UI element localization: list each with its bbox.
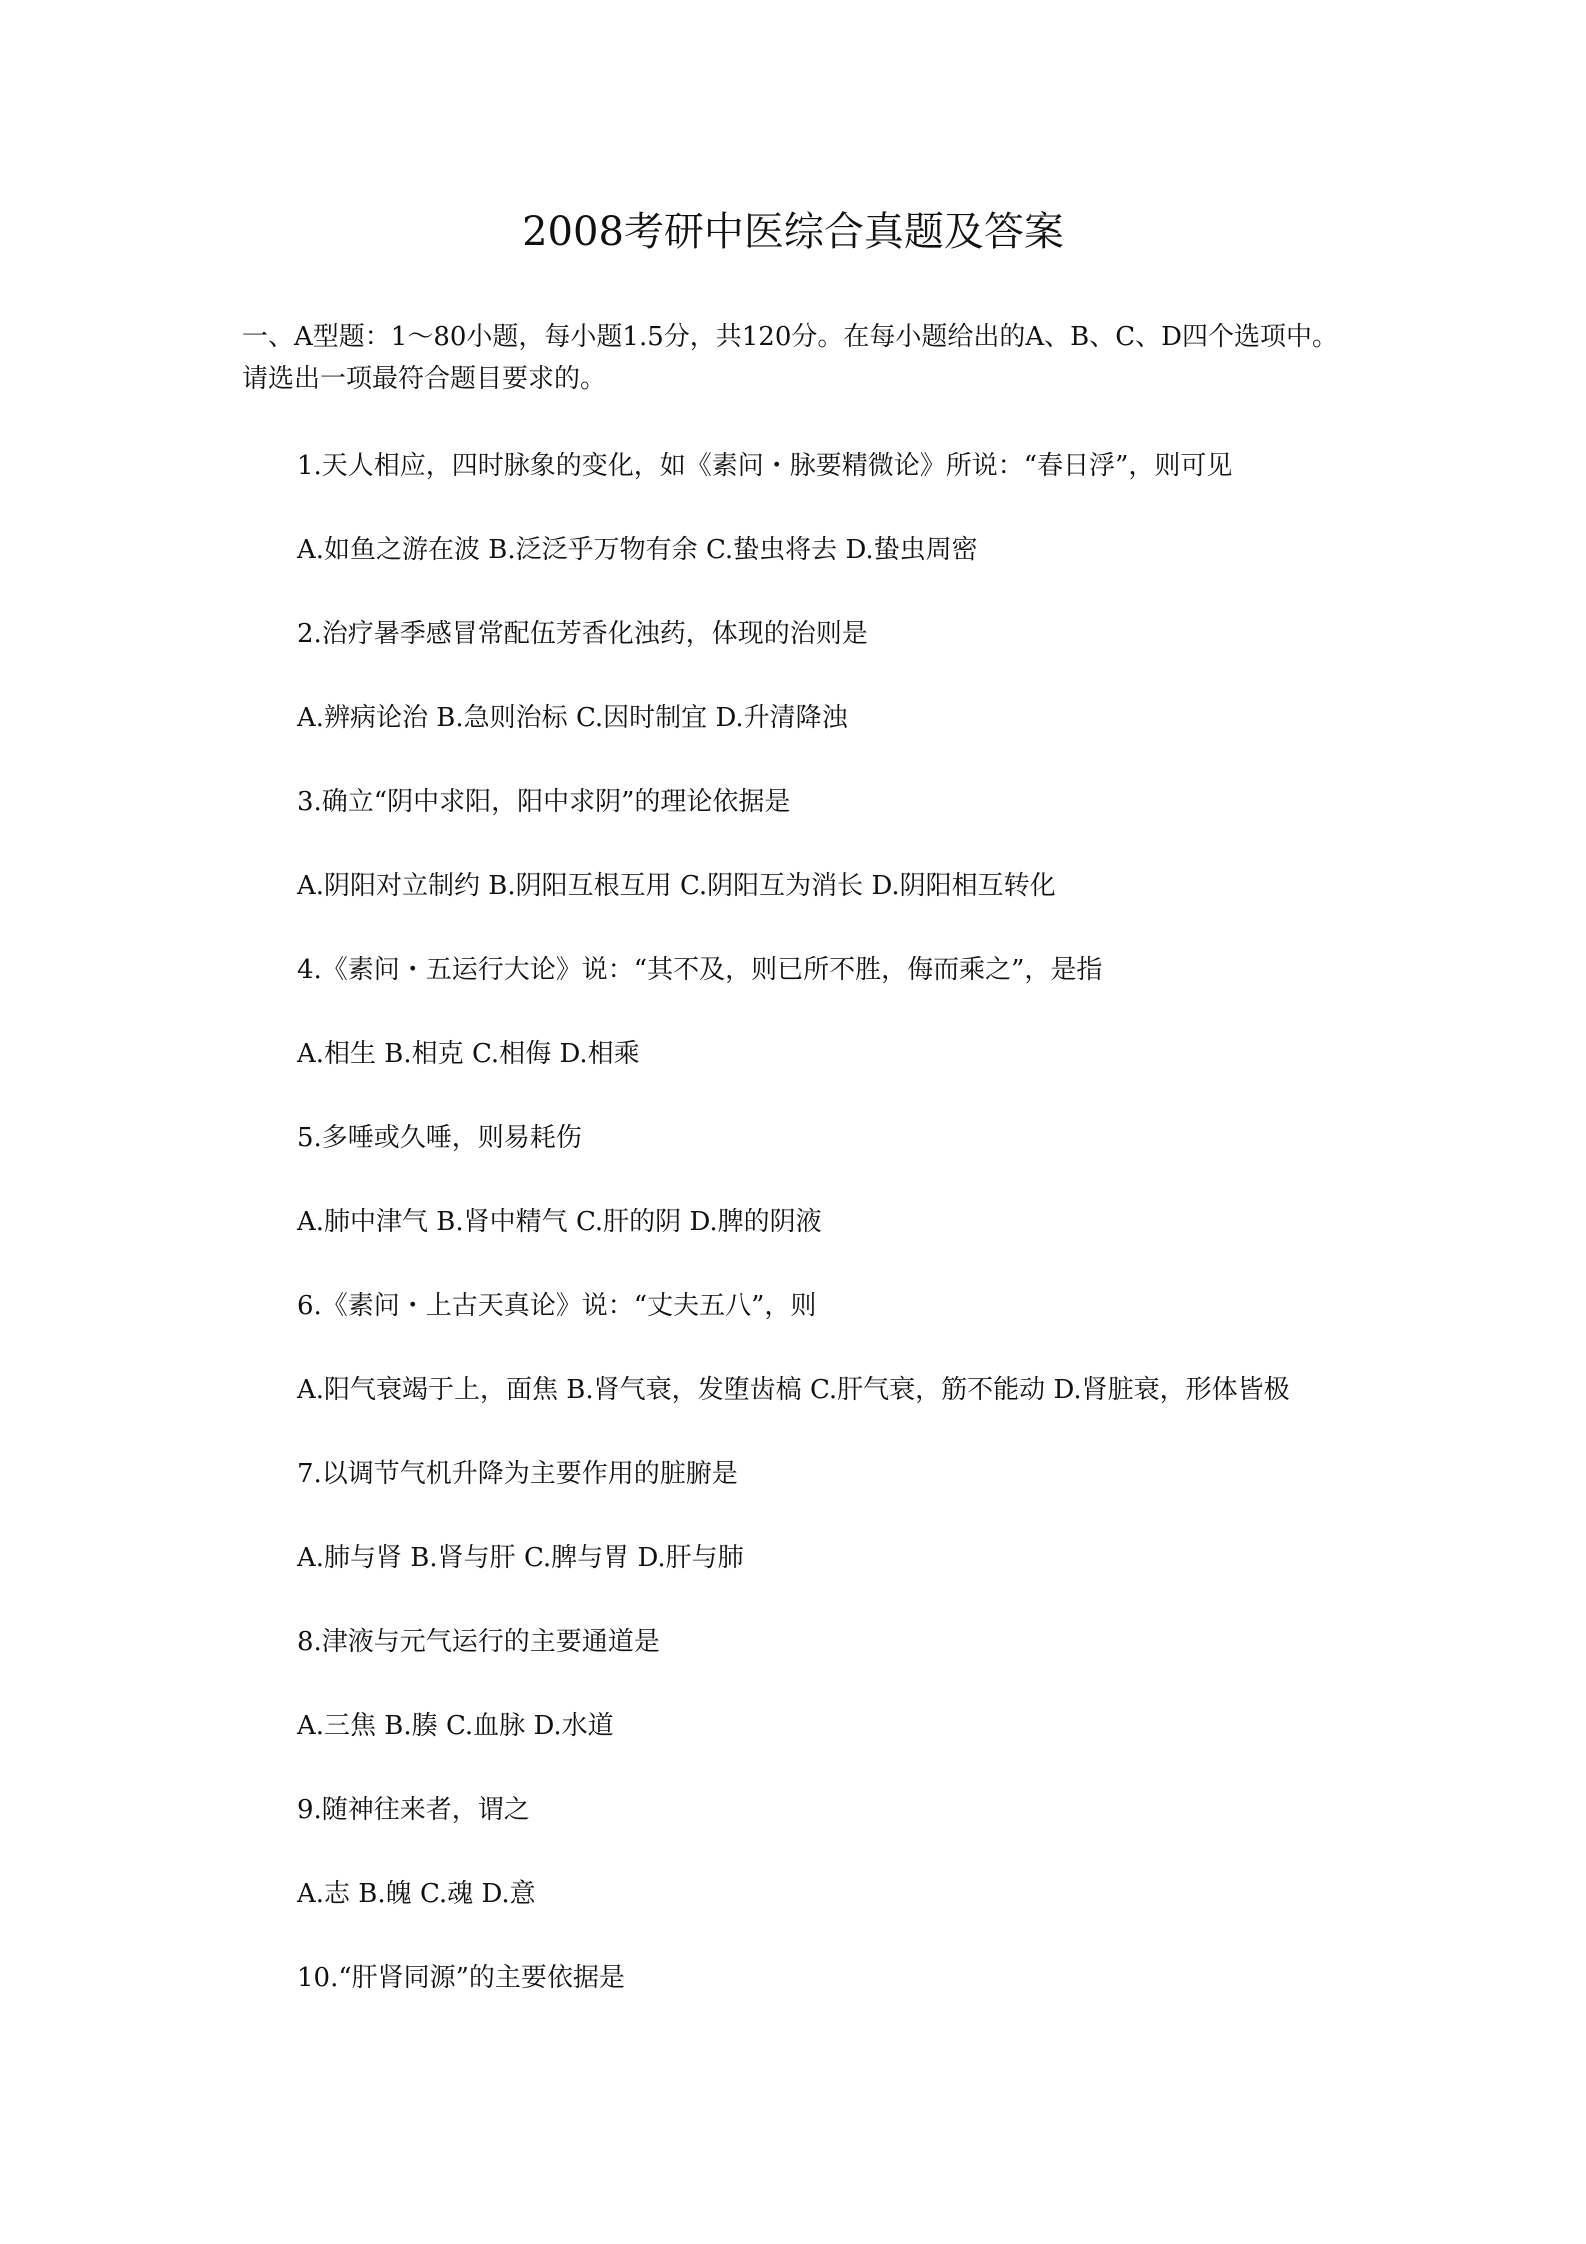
question-stem: 1.天人相应，四时脉象的变化，如《素问・脉要精微论》所说：“春日浮”，则可见 bbox=[297, 451, 1233, 481]
question-options: A.三焦 B.腠 C.血脉 D.水道 bbox=[297, 1711, 614, 1741]
question-options: A.阳气衰竭于上，面焦 B.肾气衰，发堕齿槁 C.肝气衰，筋不能动 D.肾脏衰，形体皆极 bbox=[297, 1375, 1290, 1405]
question-stem: 6.《素问・上古天真论》说：“丈夫五八”，则 bbox=[297, 1291, 817, 1321]
question-options: A.肺中津气 B.肾中精气 C.肝的阴 D.脾的阴液 bbox=[297, 1207, 822, 1237]
question-item bbox=[297, 1454, 1397, 1622]
question-options: A.辨病论治 B.急则治标 C.因时制宜 D.升清降浊 bbox=[297, 703, 848, 733]
section-intro: 一、A型题：1～80小题，每小题1.5分，共120分。在每小题给出的A、B、C、D四个选项中。请选出一项最符合题目要求的。 bbox=[242, 322, 1338, 394]
question-options: A.如鱼之游在波 B.泛泛乎万物有余 C.蛰虫将去 D.蛰虫周密 bbox=[297, 535, 978, 565]
question-item bbox=[297, 1118, 1397, 1286]
question-item bbox=[297, 446, 1397, 614]
question-options: A.相生 B.相克 C.相侮 D.相乘 bbox=[297, 1039, 640, 1069]
question-item bbox=[297, 950, 1397, 1118]
question-item bbox=[297, 782, 1397, 950]
question-stem: 4.《素问・五运行大论》说：“其不及，则已所不胜，侮而乘之”，是指 bbox=[297, 955, 1103, 985]
question-item bbox=[297, 1958, 1397, 2042]
question-item bbox=[297, 1622, 1397, 1790]
question-stem: 3.确立“阴中求阳，阳中求阴”的理论依据是 bbox=[297, 787, 791, 817]
question-list bbox=[297, 446, 1397, 2042]
question-stem: 8.津液与元气运行的主要通道是 bbox=[297, 1627, 660, 1657]
document-title: 2008考研中医综合真题及答案 bbox=[522, 209, 1064, 255]
question-item bbox=[297, 1286, 1397, 1454]
question-stem: 9.随神往来者，谓之 bbox=[297, 1795, 530, 1825]
question-stem: 10.“肝肾同源”的主要依据是 bbox=[297, 1963, 625, 1993]
question-options: A.志 B.魄 C.魂 D.意 bbox=[297, 1879, 536, 1909]
question-stem: 2.治疗暑季感冒常配伍芳香化浊药，体现的治则是 bbox=[297, 619, 868, 649]
question-item bbox=[297, 1790, 1397, 1958]
question-options: A.肺与肾 B.肾与肝 C.脾与胃 D.肝与肺 bbox=[297, 1543, 744, 1573]
question-item bbox=[297, 614, 1397, 782]
question-stem: 5.多唾或久唾，则易耗伤 bbox=[297, 1123, 582, 1153]
question-stem: 7.以调节气机升降为主要作用的脏腑是 bbox=[297, 1459, 738, 1489]
question-options: A.阴阳对立制约 B.阴阳互根互用 C.阴阳互为消长 D.阴阳相互转化 bbox=[297, 871, 1056, 901]
